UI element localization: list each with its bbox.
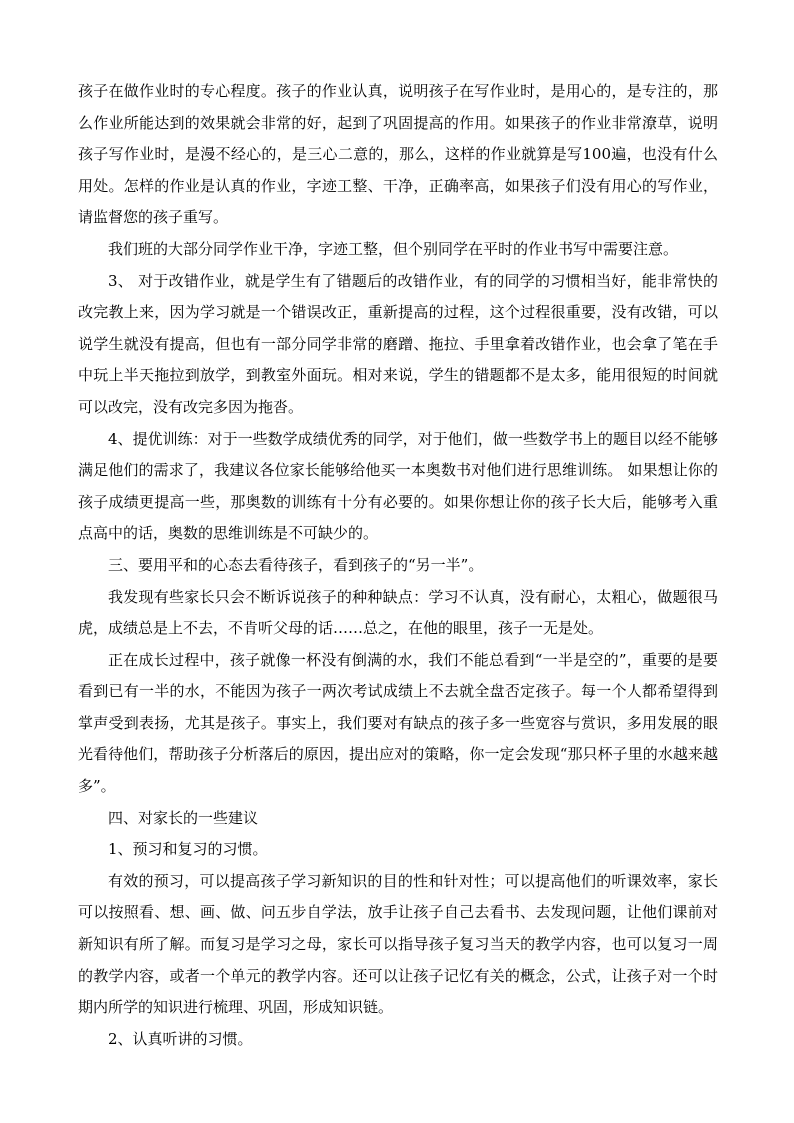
document-page bbox=[78, 76, 718, 1055]
subheading-preview-review: 1、预习和复习的习惯。 bbox=[108, 840, 268, 859]
paragraph-parent-complaints: 我发现有些家长只会不断诉说孩子的种种缺点：学习不认真，没有耐心，太粗心，做题很马虎，成绩总是上不去，不肯听父母的话……总之，在他的眼里，孩子一无是处。 bbox=[78, 587, 718, 638]
paragraph-preview-review: 有效的预习，可以提高孩子学习新知识的目的性和针对性；可以提高他们的听课效率，家长可以按照看、想、画、做、问五步自学法，放手让孩子自己去看书、去发现问题，让他们课前对新知识有所了解。而复习是学习之母，家长可以指导孩子复习当天的教学内容，也可以复习一周的教学内容，或者一个单元的教学内容。还可以让孩子记忆有关的概念，公式，让孩子对一个时期内所学的知识进行梳理、巩固，形成知识链。 bbox=[78, 871, 718, 1017]
section-heading-three: 三、要用平和的心态去看待孩子，看到孩子的“另一半”。 bbox=[108, 555, 484, 574]
section-heading-four: 四、对家长的一些建议 bbox=[108, 808, 259, 827]
paragraph-class-homework: 我们班的大部分同学作业干净，字迹工整，但个别同学在平时的作业书写中需要注意。 bbox=[108, 239, 679, 258]
paragraph-half-full-glass: 正在成长过程中，孩子就像一杯没有倒满的水，我们不能总看到“一半是空的”，重要的是要看到已有一半的水，不能因为孩子一两次考试成绩上不去就全盘否定孩子。每一个人都希望得到掌声受到表扬，尤其是孩子。事实上，我们要对有缺点的孩子多一些宽容与赏识，多用发展的眼光看待他们，帮助孩子分析落后的原因，提出应对的策略，你一定会发现“那只杯子里的水越来越多”。 bbox=[78, 650, 718, 796]
paragraph-correction-homework: 3、 对于改错作业，就是学生有了错题后的改错作业，有的同学的习惯相当好，能非常快的改完教上来，因为学习就是一个错误改正，重新提高的过程，这个过程很重要，没有改错，可以说学生就没有提高，但也有一部分同学非常的磨蹭、拖拉、手里拿着改错作业，也会拿了笔在手中玩上半天拖拉到放学，到教室外面玩。相对来说，学生的错题都不是太多，能用很短的时间就可以改完，没有改完多因为拖沓。 bbox=[78, 271, 718, 416]
paragraph-homework-focus: 孩子在做作业时的专心程度。孩子的作业认真，说明孩子在写作业时，是用心的，是专注的，那么作业所能达到的效果就会非常的好，起到了巩固提高的作用。如果孩子的作业非常潦草，说明孩子写作业时，是漫不经心的，是三心二意的，那么，这样的作业就算是写100遍，也没有什么用处。怎样的作业是认真的作业，字迹工整、干净，正确率高，如果孩子们没有用心的写作业，请监督您的孩子重写。 bbox=[78, 82, 718, 227]
subheading-listening-habit: 2、认真听讲的习惯。 bbox=[108, 1029, 253, 1048]
paragraph-advanced-training: 4、提优训练：对于一些数学成绩优秀的同学，对于他们，做一些数学书上的题目以经不能够满足他们的需求了，我建议各位家长能够给他买一本奥数书对他们进行思维训练。 如果想让你的孩子成绩更提高一些，那奥数的训练有十分有必要的。如果你想让你的孩子长大后，能够考入重点高中的话，奥数的思维训练是不可缺少的。 bbox=[78, 429, 718, 543]
